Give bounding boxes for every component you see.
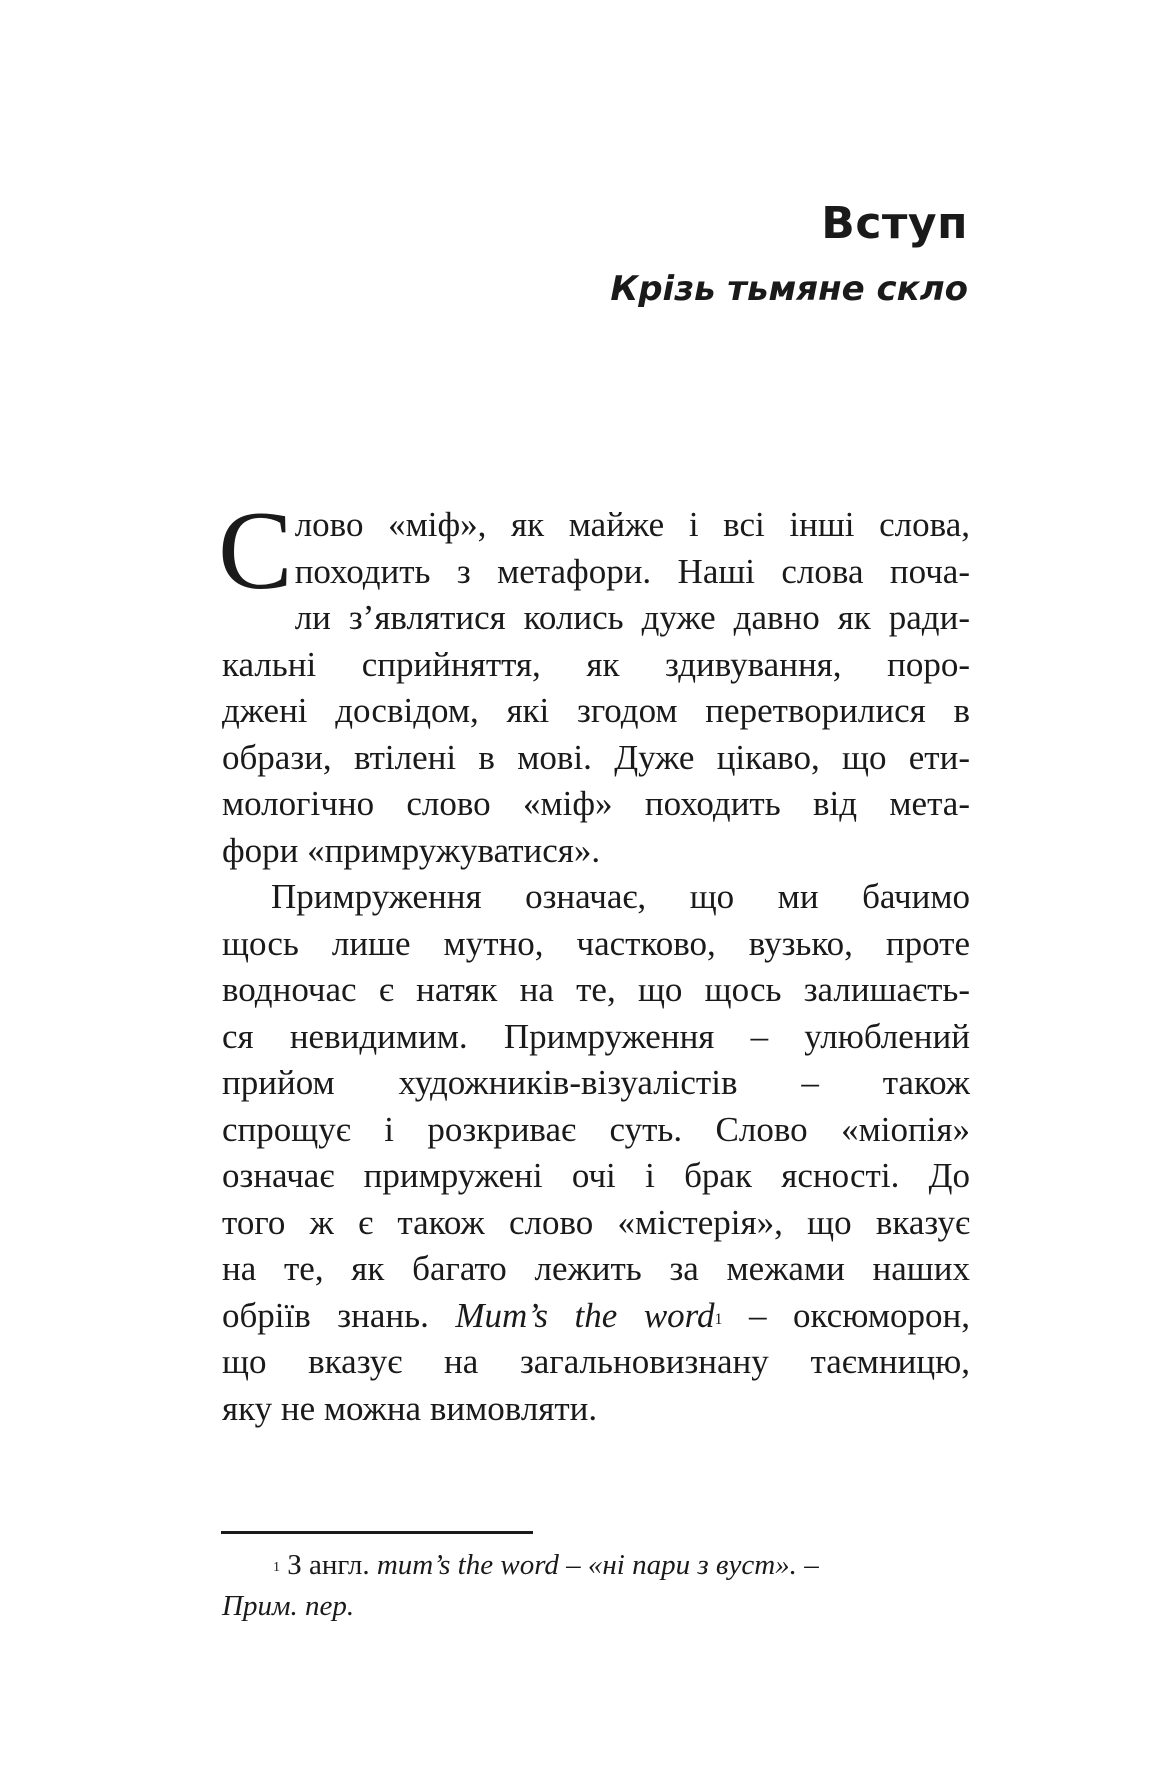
footnote-divider — [221, 1531, 533, 1534]
text-line: означає примружені очі і брак ясності. До — [222, 1156, 970, 1195]
text-line: образи, втілені в мові. Дуже цікаво, що ети- — [222, 737, 970, 777]
italic-phrase: Mum’s the word — [455, 1295, 715, 1335]
text-line: Примруження означає, що ми бачимо — [271, 877, 970, 916]
text-line: фори «примружуватися». — [222, 830, 601, 870]
text-line: що вказує на загальновизнану таємницю, — [222, 1342, 970, 1381]
footnote-italic: mum’s the word – «ні пари з вуст». — [376, 1549, 797, 1581]
text-line: лово «міф», як майже і всі інші слова, — [294, 505, 970, 544]
text-line: водночас є натяк на те, що щось залишаєть- — [222, 970, 970, 1009]
text-line: джені досвідом, які згодом перетворилися в — [222, 691, 970, 730]
text-line: прийом художників-візуалістів – також — [222, 1063, 970, 1102]
text-line: мологічно слово «міф» походить від мета- — [222, 784, 970, 823]
text-line: яку не можна вимовляти. — [222, 1388, 598, 1428]
text-line: ся невидимим. Примруження – улюблений — [222, 1016, 970, 1056]
footnote-text: – — [796, 1549, 819, 1581]
chapter-subtitle: Крізь тьмяне скло — [610, 269, 968, 309]
text: обріїв знань. — [222, 1295, 456, 1335]
text-line: того ж є також слово «містерія», що вказує — [222, 1202, 970, 1242]
footnote-ref[interactable]: 1 — [714, 1310, 723, 1328]
footnote — [222, 1545, 970, 1627]
text-line: ли з’являтися колись дуже давно як ради- — [294, 598, 970, 637]
text-line: походить з метафори. Наші слова поча- — [294, 551, 970, 591]
paragraph-1 — [218, 489, 970, 874]
body-text — [218, 489, 971, 1432]
drop-cap: С — [218, 489, 293, 613]
text-line-with-footnote — [222, 1293, 970, 1340]
text-line: на те, як багато лежить за межами наших — [222, 1249, 970, 1288]
footnote-line — [222, 1545, 970, 1586]
chapter-title: Вступ — [821, 198, 968, 249]
paragraph-2 — [222, 874, 970, 1432]
text-line: спрощує і розкриває суть. Слово «міопія» — [222, 1109, 970, 1149]
footnote-attribution: Прим. пер. — [222, 1590, 355, 1622]
text: – оксюморон, — [722, 1295, 971, 1335]
footnote-text: З англ. — [280, 1549, 377, 1581]
footnote-number: 1 — [273, 1560, 280, 1575]
text-line: щось лише мутно, частково, вузько, проте — [222, 923, 970, 963]
text-line: кальні сприйняття, як здивування, поро- — [222, 644, 970, 684]
